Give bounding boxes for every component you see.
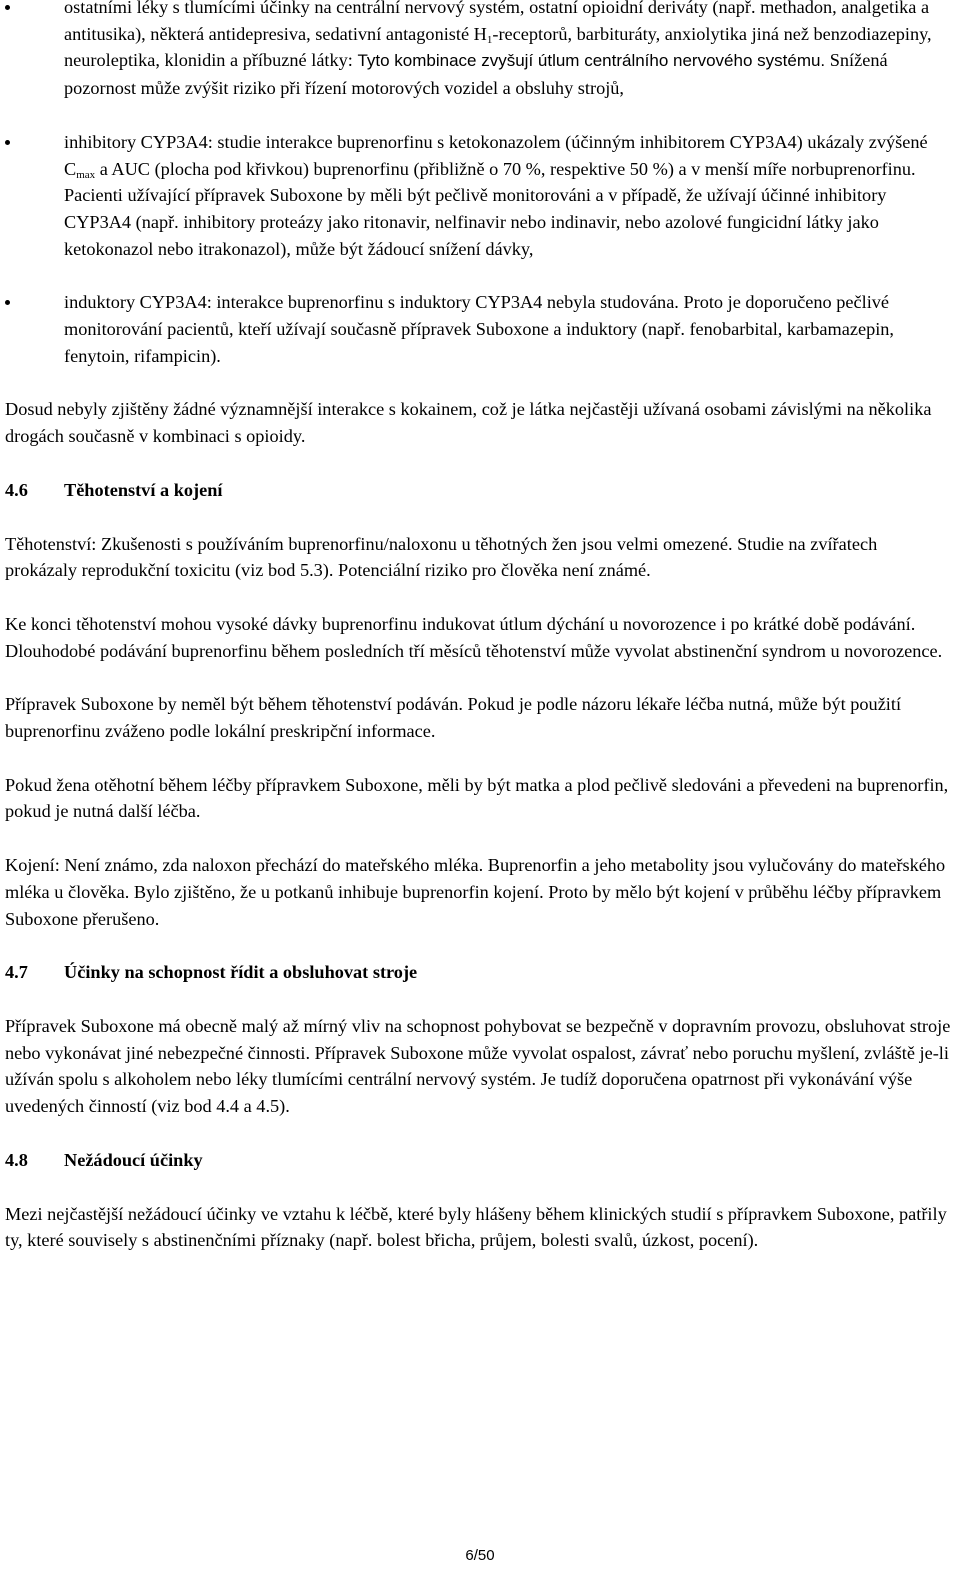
section-number: 4.7 [5,962,28,983]
paragraph-pregnancy-3: Přípravek Suboxone by neměl být během těhotenství podáván. Pokud je podle názoru lékaře léčba nutná, může být použití buprenorfinu zváženo podle lokální preskripční informace. [5,694,902,742]
section-title: Těhotenství a kojení [64,479,223,500]
section-heading-4-8 [5,1147,953,1174]
interaction-list [5,0,953,369]
paragraph-pregnancy-4: Pokud žena otěhotní během léčby přípravkem Suboxone, měli by být matka a plod pečlivě sledováni a převedeni na buprenorfin, pokud je nutná další léčba. [5,774,949,822]
section-number: 4.6 [5,479,28,500]
list-item-cns-depressants: ostatními léky s tlumícími účinky na centrální nervový systém, ostatní opioidní deriváty (např. methadon, analgetika a antitusika), některá antidepresiva, sedativní antagonisté $H_1$-receptorů, barbituráty, anxiolytika jiná než benzodiazepiny, neuroleptika, klonidin a příbuzné látky: Tyto kombinace zvyšují útlum centrálního nervového systému. Snížená pozornost může zvýšit riziko při řízení motorových vozidel a obsluhy strojů, [5,0,953,102]
section-title: Nežádoucí účinky [64,1149,203,1170]
bullet-dot-icon [5,300,10,305]
document-page [5,0,953,1254]
paragraph-pregnancy-2: Ke konci těhotenství mohou vysoké dávky buprenorfinu indukovat útlum dýchání u novorozence i po krátké době podávání. Dlouhodobé podávání buprenorfinu během posledních tří měsíců těhotenství může vyvolat abstinenční syndrom u novorozence. [5,613,943,661]
list-item-cyp3a4-inhibitors: inhibitory CYP3A4: studie interakce buprenorfinu s ketokonazolem (účinným inhibitorem CYP3A4) ukázaly zvýšené $C_{max}$ a AUC (plocha pod křivkou) buprenorfinu (přibližně o 70 %, respektive 50 %) a v menší míře norbuprenorfinu. Pacienti užívající přípravek Suboxone by měli být pečlivě monitorováni a v případě, že užívají účinné inhibitory CYP3A4 (např. inhibitory proteázy jako ritonavir, nelfinavir nebo indinavir, nebo azolové fungicidní látky jako ketokonazol nebo itrakonazol), může být žádoucí snížení dávky, [5,129,953,263]
paragraph-adverse-effects: Mezi nejčastější nežádoucí účinky ve vztahu k léčbě, které byly hlášeny během klinických studií s přípravkem Suboxone, patřily ty, které souvisely s abstinenčními příznaky (např. bolest břicha, průjem, bolesti svalů, úzkost, pocení). [5,1203,947,1251]
paragraph-driving: Přípravek Suboxone má obecně malý až mírný vliv na schopnost pohybovat se bezpečně v dopravním provozu, obsluhovat stroje nebo vykonávat jiné nebezpečné činnosti. Přípravek Suboxone může vyvolat ospalost, závrať nebo poruchu myšlení, zvláště je-li užíván spolu s alkoholem nebo léky tlumícími centrální nervový systém. Je tudíž doporučena opatrnost při vykonávání výše uvedených činností (viz bod 4.4 a 4.5). [5,1015,951,1117]
page-number: 6/50 [465,1547,495,1564]
paragraph-pregnancy-1: Těhotenství: Zkušenosti s používáním buprenorfinu/naloxonu u těhotných žen jsou velmi omezené. Studie na zvířatech prokázaly reprodukční toxicitu (viz bod 5.3). Potenciální riziko pro člověka není známé. [5,533,878,581]
section-heading-4-6 [5,477,953,504]
section-title: Účinky na schopnost řídit a obsluhovat stroje [64,962,418,983]
section-number: 4.8 [5,1149,28,1170]
bullet-dot-icon [5,140,10,145]
section-heading-4-7 [5,959,953,986]
bullet-dot-icon [5,5,10,10]
list-item-cyp3a4-inducers: induktory CYP3A4: interakce buprenorfinu s induktory CYP3A4 nebyla studována. Proto je doporučeno pečlivé monitorování pacientů, kteří užívají současně přípravek Suboxone a induktory (např. fenobarbital, karbamazepin, fenytoin, rifampicin). [5,289,953,369]
paragraph-cocaine: Dosud nebyly zjištěny žádné významnější interakce s kokainem, což je látka nejčastěji užívaná osobami závislými na několika drogách současně v kombinaci s opioidy. [5,399,932,447]
paragraph-lactation: Kojení: Není známo, zda naloxon přechází do mateřského mléka. Buprenorfin a jeho metabolity jsou vylučovány do mateřského mléka u člověka. Bylo zjištěno, že u potkanů inhibuje buprenorfin kojení. Proto by mělo být kojení v průběhu léčby přípravkem Suboxone přerušeno. [5,855,946,929]
